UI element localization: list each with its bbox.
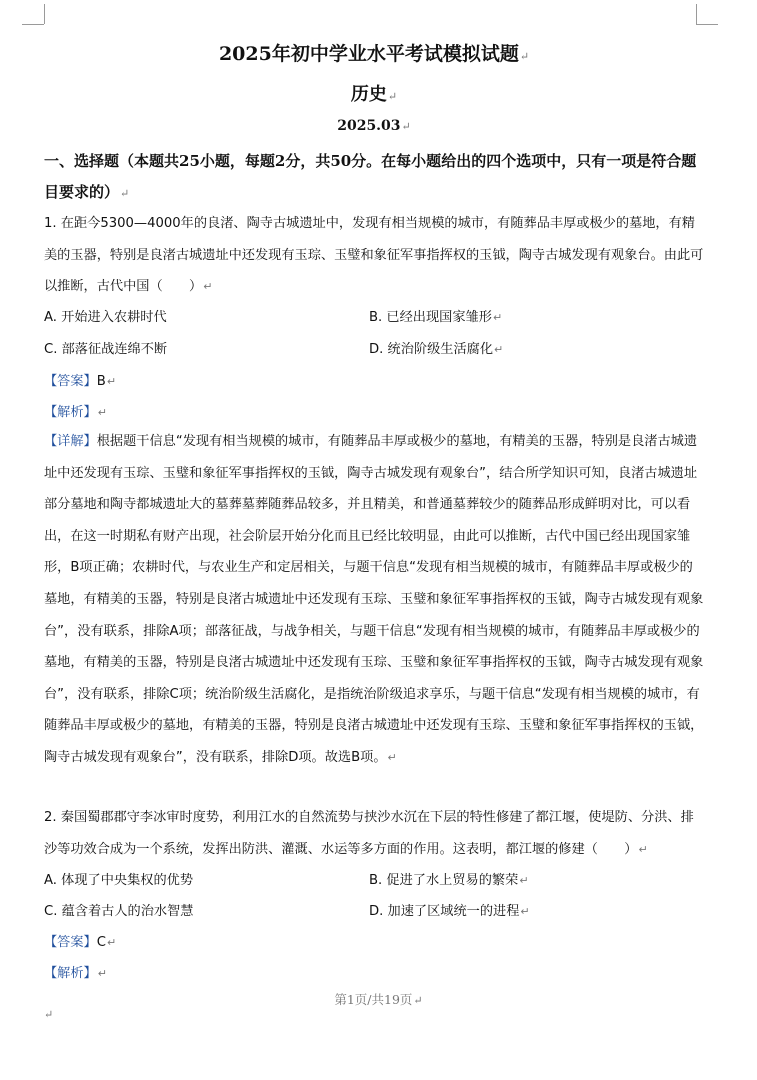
paragraph-mark: ↵ bbox=[106, 936, 117, 949]
paragraph-mark: ↵ bbox=[387, 90, 398, 103]
subject-title: 历史↵ bbox=[350, 84, 398, 105]
page-footer bbox=[0, 990, 757, 1008]
question-2-stem: 2. 秦国蜀郡郡守李冰审时度势，利用江水的自然流势与挟沙水沉在下层的特性修建了都江堰，使堤防、分洪、排沙等功效合成为一个系统，发挥出防洪、灌溉、水运等多方面的作用。这表明，都江堰的修建（ ）↵ bbox=[44, 810, 694, 857]
answer-value: C bbox=[96, 935, 106, 950]
paragraph-mark: ↵ bbox=[97, 406, 107, 419]
q2-option-d: D. 加速了区域统一的进程↵ bbox=[369, 904, 530, 919]
paragraph-mark: ↵ bbox=[519, 874, 529, 887]
q1-detail: 【详解】根据题干信息“发现有相当规模的城市，有随葬品丰厚或极少的墓地，有精美的玉器，特别是良渚古城遗址中还发现有玉琮、玉璧和象征军事指挥权的玉钺，陶寺古城发现有观象台”，结合所学知识可知，良渚古城遗址部分墓地和陶寺都城遗址大的墓葬墓葬随葬品较多，并且精美，和普通墓葬较少的随葬品形成鲜明对比，可以看出，在这一时期私有财产出现，社会阶层开始分化而且已经比较明显，由此可以推断，古代中国已经出现国家雏形，B项正确；农耕时代，与农业生产和定居相关，与题干信息“发现有相当规模的城市，有随葬品丰厚或极少的墓地，有精美的玉器，特别是良渚古城遗址中还发现有玉琮、玉璧和象征军事指挥权的玉钺，陶寺古城发现有观象台”，没有联系，排除A项；部落征战，与战争相关，与题干信息“发现有相当规模的城市，有随葬品丰厚或极少的墓地，有精美的玉器，特别是良渚古城遗址中还发现有玉琮、玉璧和象征军事指挥权的玉钺，陶寺古城发现有观象台”，没有联系，排除C项；统治阶级生活腐化，是指统治阶级追求享乐，与题干信息“发现有相当规模的城市，有随葬品丰厚或极少的墓地，有精美的玉器，特别是良渚古城遗址中还发现有玉琮、玉璧和象征军事指挥权的玉钺，陶寺古城发现有观象台”，没有联系，排除D项。故选B项。↵ bbox=[44, 434, 704, 765]
q2-answer bbox=[44, 931, 116, 950]
crop-mark-top-right-vertical bbox=[696, 4, 697, 24]
exam-date: 2025.03↵ bbox=[337, 118, 411, 134]
paragraph-mark: ↵ bbox=[203, 280, 213, 294]
q2-option-b: B. 促进了水上贸易的繁荣↵ bbox=[369, 873, 529, 888]
section-heading: 一、选择题（本题共25小题，每题2分，共50分。在每小题给出的四个选项中，只有一项是符合题目要求的）↵ bbox=[44, 152, 697, 201]
answer-label: 【答案】 bbox=[44, 935, 97, 950]
answer-value: B bbox=[96, 374, 106, 389]
paragraph-mark: ↵ bbox=[387, 750, 397, 764]
q1-answer bbox=[44, 370, 116, 389]
paragraph-mark: ↵ bbox=[492, 311, 503, 324]
paragraph-mark: ↵ bbox=[44, 1008, 54, 1021]
q1-option-c: C. 部落征战连绵不断 bbox=[44, 342, 168, 357]
paragraph-mark: ↵ bbox=[106, 375, 117, 388]
paragraph-mark: ↵ bbox=[97, 967, 107, 980]
exam-title: 2025年初中学业水平考试模拟试题↵ bbox=[218, 43, 530, 65]
crop-mark-top-right-horizontal bbox=[696, 24, 718, 25]
q2-option-c: C. 蕴含着古人的治水智慧 bbox=[44, 904, 194, 919]
crop-mark-top-left-horizontal bbox=[22, 24, 44, 25]
q2-analysis-label: 【解析】↵ bbox=[44, 966, 107, 981]
paragraph-mark: ↵ bbox=[401, 120, 411, 133]
paragraph-mark: ↵ bbox=[638, 842, 648, 856]
paragraph-mark: ↵ bbox=[413, 994, 423, 1007]
page-number: 第1页/共19页 bbox=[334, 992, 413, 1007]
crop-mark-top-left-vertical bbox=[44, 4, 45, 24]
paragraph-mark: ↵ bbox=[519, 50, 530, 63]
paragraph-mark: ↵ bbox=[520, 905, 530, 918]
answer-label: 【答案】 bbox=[44, 374, 97, 389]
question-1-stem: 1. 在距今5300—4000年的良渚、陶寺古城遗址中，发现有相当规模的城市，有随葬品丰厚或极少的墓地，有精美的玉器，特别是良渚古城遗址中还发现有玉琮、玉璧和象征军事指挥权的玉钺，陶寺古城发现有观象台。由此可以推断，古代中国（ ）↵ bbox=[44, 216, 704, 295]
q2-option-a: A. 体现了中央集权的优势 bbox=[44, 873, 194, 888]
detail-label: 【详解】 bbox=[44, 434, 97, 449]
paragraph-mark: ↵ bbox=[494, 343, 504, 356]
q1-option-b: B. 已经出现国家雏形↵ bbox=[369, 310, 503, 325]
q1-analysis-label: 【解析】↵ bbox=[44, 405, 107, 420]
q1-option-a: A. 开始进入农耕时代 bbox=[44, 310, 167, 325]
paragraph-mark: ↵ bbox=[120, 187, 130, 200]
q1-option-d: D. 统治阶级生活腐化↵ bbox=[369, 342, 504, 357]
